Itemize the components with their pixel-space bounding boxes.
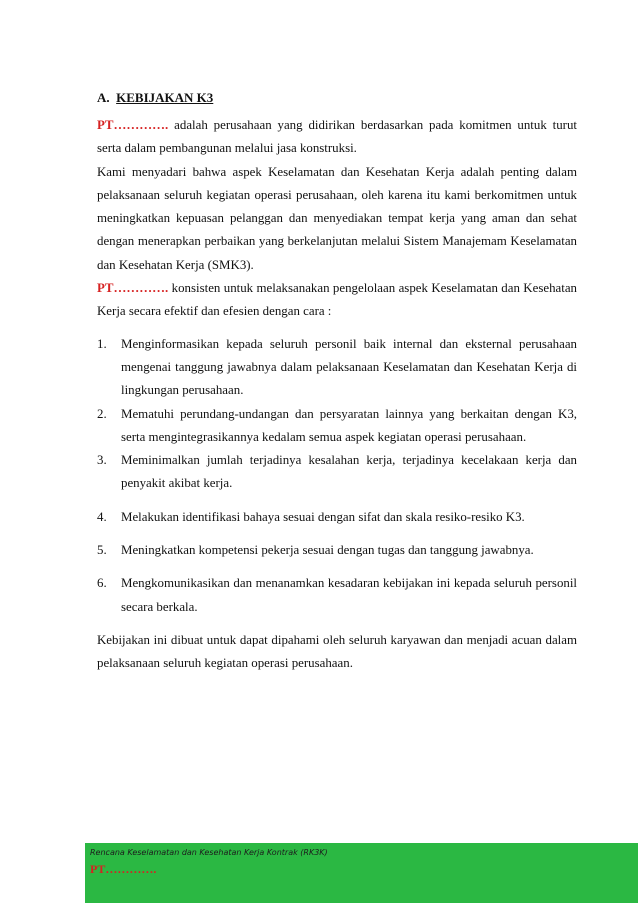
policy-item-text: Mengkomunikasikan dan menanamkan kesadaran kebijakan ini kepada seluruh personil secara berkala. bbox=[121, 576, 577, 614]
policy-item-text: Mematuhi perundang-undangan dan persyaratan lainnya yang berkaitan dengan K3, serta mengintegrasikannya kedalam semua aspek kegiatan operasi perusahaan. bbox=[121, 406, 577, 444]
policy-item-number: 3. bbox=[97, 453, 107, 468]
intro-text-3: konsisten untuk melaksanakan pengelolaan aspek Keselamatan dan Kesehatan Kerja secara efektif dan efesien dengan cara : bbox=[97, 281, 577, 319]
section-heading bbox=[97, 88, 577, 108]
intro-text-1: adalah perusahaan yang didirikan berdasarkan pada komitmen untuk turut serta dalam pembangunan melalui jasa konstruksi. bbox=[97, 118, 577, 156]
footer-company-placeholder: PT…………. bbox=[90, 862, 157, 876]
policy-item-text: Melakukan identifikasi bahaya sesuai dengan sifat dan skala resiko-resiko K3. bbox=[121, 509, 525, 524]
footer-document-title: Rencana Keselamatan dan Kesehatan Kerja Kontrak (RK3K) bbox=[90, 848, 328, 857]
policy-item bbox=[97, 539, 577, 562]
company-placeholder: PT…………. bbox=[97, 281, 169, 296]
policy-item bbox=[97, 333, 577, 403]
policy-item bbox=[97, 572, 577, 619]
intro-paragraph-3 bbox=[97, 277, 577, 324]
policy-item-text: Meminimalkan jumlah terjadinya kesalahan kerja, terjadinya kecelakaan kerja dan penyakit akibat kerja. bbox=[121, 453, 577, 491]
intro-paragraph-2: Kami menyadari bahwa aspek Keselamatan dan Kesehatan Kerja adalah penting dalam pelaksanaan seluruh kegiatan operasi perusahaan, oleh karena itu kami berkomitmen untuk meningkatkan kepuasan pelanggan dan menyediakan tempat kerja yang aman dan sehat dengan menerapkan perbaikan yang berkelanjutan melalui Sistem Manajemam Keselamatan dan Kesehatan Kerja (SMK3). bbox=[97, 164, 577, 272]
document-body bbox=[97, 88, 577, 676]
policy-item bbox=[97, 506, 577, 529]
policy-item-number: 5. bbox=[97, 543, 107, 558]
policy-item-text: Menginformasikan kepada seluruh personil baik internal dan eksternal perusahaan mengenai tanggung jawabnya dalam pelaksanaan Keselamatan dan Kesehatan Kerja di lingkungan perusahaan. bbox=[121, 336, 577, 398]
policy-item-number: 4. bbox=[97, 509, 107, 524]
policy-item-number: 6. bbox=[97, 576, 107, 591]
intro-paragraph-1 bbox=[97, 114, 577, 161]
policy-item bbox=[97, 403, 577, 450]
closing-paragraph: Kebijakan ini dibuat untuk dapat dipahami oleh seluruh karyawan dan menjadi acuan dalam pelaksanaan seluruh kegiatan operasi perusahaan. bbox=[97, 632, 577, 671]
section-title: KEBIJAKAN K3 bbox=[116, 90, 214, 105]
company-placeholder: PT…………. bbox=[97, 118, 169, 132]
section-number: A. bbox=[97, 90, 110, 105]
policy-item bbox=[97, 449, 577, 496]
policy-item-text: Meningkatkan kompetensi pekerja sesuai dengan tugas dan tanggung jawabnya. bbox=[121, 543, 534, 558]
policy-list bbox=[97, 333, 577, 619]
policy-item-number: 1. bbox=[97, 336, 107, 351]
policy-item-number: 2. bbox=[97, 406, 107, 421]
